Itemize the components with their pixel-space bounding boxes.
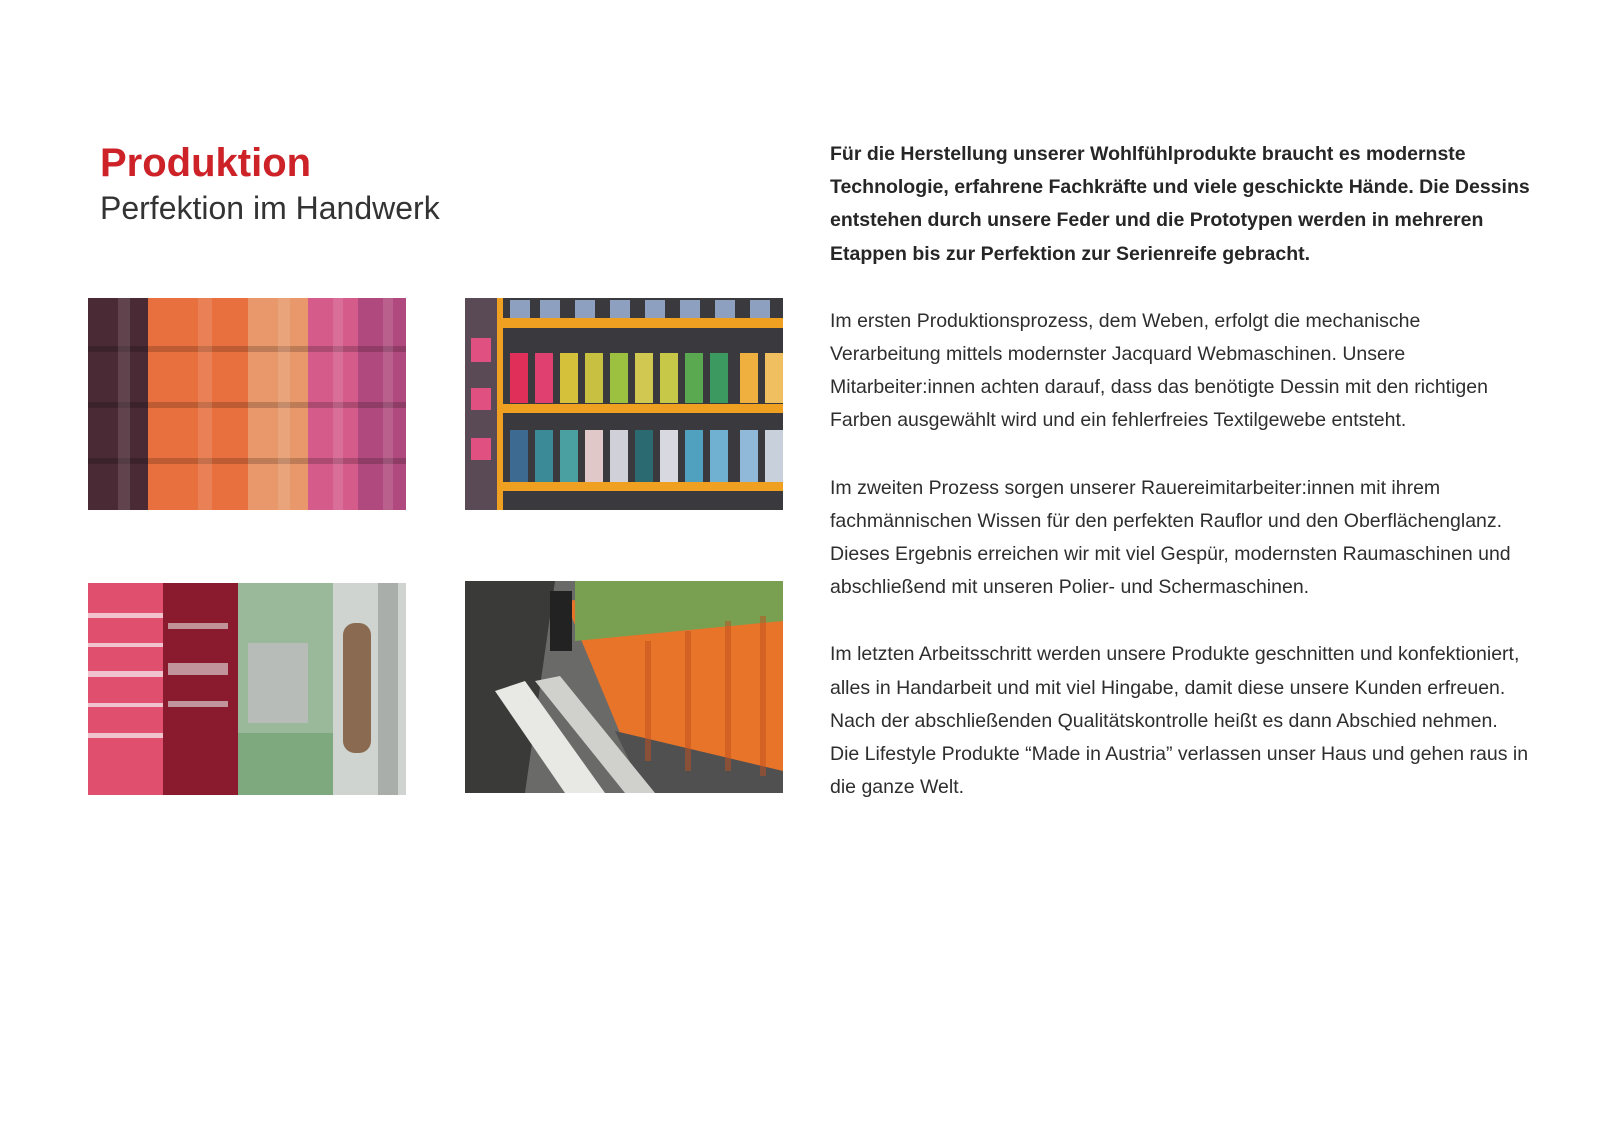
paragraph-weaving: Im ersten Produktionsprozess, dem Weben, erfolgt die mechanische Verarbeitung mittels modernster Jacquard Webmaschinen. Unsere Mitarbeiter:innen achten darauf, dass das benötigte Dessin mit den richtigen Farben ausgewählt wird und ein fehlerfreies Textilgewebe entsteht. <box>830 309 1488 432</box>
yarn-shelves-photo <box>465 298 783 510</box>
page-subtitle: Perfektion im Handwerk <box>100 190 440 226</box>
body-text <box>830 138 1530 838</box>
page-title: Produktion <box>100 141 312 185</box>
paragraph-raising: Im zweiten Prozess sorgen unserer Rauereimitarbeiter:innen mit ihrem fachmännischen Wissen für den perfekten Rauflor und den Oberflächenglanz. Dieses Ergebnis erreichen wir mit viel Gespür, modernsten Raumaschinen und abschließend mit unseren Polier- und Schermaschinen. <box>830 476 1511 599</box>
paragraph-finishing: Im letzten Arbeitsschritt werden unsere Produkte geschnitten und konfektioniert, alles in Handarbeit und mit viel Hingabe, damit diese unsere Kunden erfreuen. Nach der abschließenden Qualitätskontrolle heißt es dann Abschied nehmen. Die Lifestyle Produkte “Made in Austria” verlassen unser Haus und gehen raus in die ganze Welt. <box>830 643 1529 799</box>
heading-block <box>100 140 440 228</box>
loom-fabric-photo <box>465 581 783 793</box>
lead-paragraph: Für die Herstellung unserer Wohlfühlprodukte braucht es modernste Technologie, erfahrene Fachkräfte und viele geschickte Hände. Die Dessins entstehen durch unsere Feder und die Prototypen werden in mehreren Etappen bis zur Perfektion zur Serienreife gebracht. <box>830 143 1530 265</box>
yarn-cones-photo <box>88 298 406 510</box>
weaving-machine-photo <box>88 583 406 795</box>
